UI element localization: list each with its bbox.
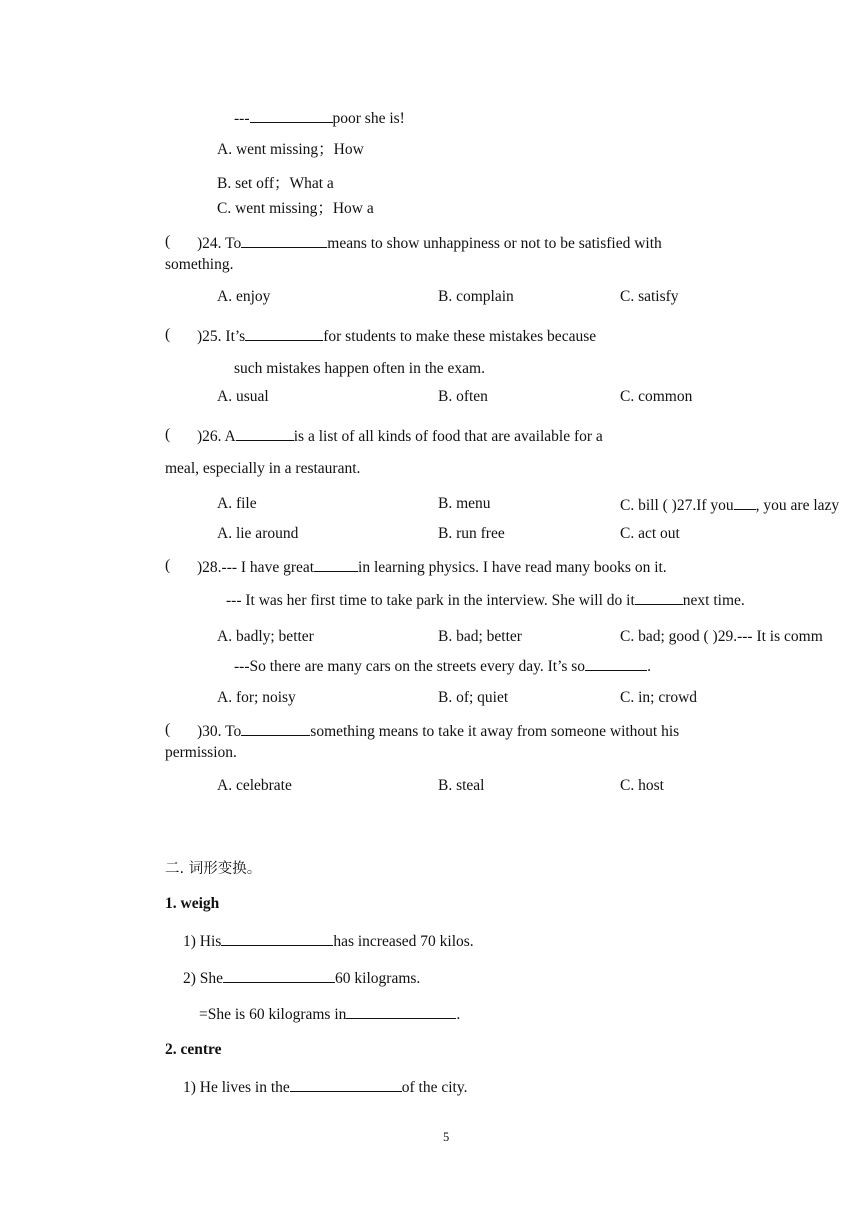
q28-stem: )28.--- I have great in learning physics. I have read many books on it. (197, 559, 667, 576)
page-number: 5 (443, 1130, 450, 1144)
q24-option-a[interactable]: A. enjoy (217, 288, 271, 305)
q26-stem-line2: meal, especially in a restaurant. (165, 460, 361, 477)
answer-blank[interactable] (236, 426, 294, 441)
q30-option-c[interactable]: C. host (620, 777, 664, 794)
answer-blank[interactable] (346, 1004, 456, 1019)
item1-sentence1: 1) His has increased 70 kilos. (183, 933, 474, 950)
q28-option-a[interactable]: A. badly; better (217, 628, 314, 645)
q24-option-c[interactable]: C. satisfy (620, 288, 679, 305)
q28-option-b[interactable]: B. bad; better (438, 628, 522, 645)
q29-option-a[interactable]: A. for; noisy (217, 689, 296, 706)
answer-blank[interactable] (585, 656, 647, 671)
item2-heading: 2. centre (165, 1041, 222, 1058)
answer-blank[interactable] (635, 590, 683, 605)
q25-paren: ( (165, 326, 171, 343)
q27-option-a[interactable]: A. lie around (217, 525, 299, 542)
answer-blank[interactable] (734, 495, 756, 510)
q24-option-b[interactable]: B. complain (438, 288, 514, 305)
answer-blank[interactable] (314, 557, 358, 572)
q28-paren: ( (165, 557, 171, 574)
q24-stem: )24. To means to show unhappiness or not to be satisfied with (197, 235, 662, 252)
answer-blank[interactable] (223, 968, 335, 983)
q30-option-b[interactable]: B. steal (438, 777, 485, 794)
q29-line2: ---So there are many cars on the streets every day. It’s so . (234, 658, 651, 675)
q27-option-b[interactable]: B. run free (438, 525, 505, 542)
q25-option-b[interactable]: B. often (438, 388, 488, 405)
q24-stem-line2: something. (165, 256, 234, 273)
q26-paren: ( (165, 426, 171, 443)
q26-option-a[interactable]: A. file (217, 495, 257, 512)
section-title: 二. 词形变换。 (165, 861, 262, 877)
q29-option-c[interactable]: C. in; crowd (620, 689, 698, 706)
answer-blank[interactable] (290, 1077, 402, 1092)
item1-heading: 1. weigh (165, 895, 220, 912)
q26-option-c[interactable]: C. bill ( )27.If you , you are lazy (620, 497, 840, 514)
q26-option-b[interactable]: B. menu (438, 495, 491, 512)
q23-option-c[interactable]: C. went missing；How a (217, 200, 374, 217)
q23-answer-line: --- poor she is! (234, 110, 405, 127)
q27-option-c[interactable]: C. act out (620, 525, 680, 542)
q23-option-a[interactable]: A. went missing；How (217, 141, 364, 158)
answer-blank[interactable] (241, 233, 327, 248)
item1-sentence2: 2) She 60 kilograms. (183, 970, 421, 987)
q23-option-b[interactable]: B. set off；What a (217, 175, 334, 192)
q29-option-b[interactable]: B. of; quiet (438, 689, 509, 706)
item1-sentence3: =She is 60 kilograms in . (199, 1006, 461, 1023)
q25-option-c[interactable]: C. common (620, 388, 693, 405)
answer-blank[interactable] (245, 326, 323, 341)
q28-option-c[interactable]: C. bad; good ( )29.--- It is comm (620, 628, 823, 645)
q24-paren: ( (165, 233, 171, 250)
q25-stem-line2: such mistakes happen often in the exam. (234, 360, 485, 377)
answer-blank[interactable] (241, 721, 310, 736)
q30-stem: )30. To something means to take it away from someone without his (197, 723, 680, 740)
q25-option-a[interactable]: A. usual (217, 388, 269, 405)
answer-blank[interactable] (250, 108, 333, 123)
answer-blank[interactable] (221, 931, 333, 946)
q30-option-a[interactable]: A. celebrate (217, 777, 292, 794)
q26-stem: )26. A is a list of all kinds of food that are available for a (197, 428, 603, 445)
q28-line2: --- It was her first time to take park in the interview. She will do it next time. (226, 592, 745, 609)
item2-sentence1: 1) He lives in the of the city. (183, 1079, 468, 1096)
q25-stem: )25. It’s for students to make these mistakes because (197, 328, 597, 345)
q30-paren: ( (165, 721, 171, 738)
q30-stem-line2: permission. (165, 744, 237, 761)
